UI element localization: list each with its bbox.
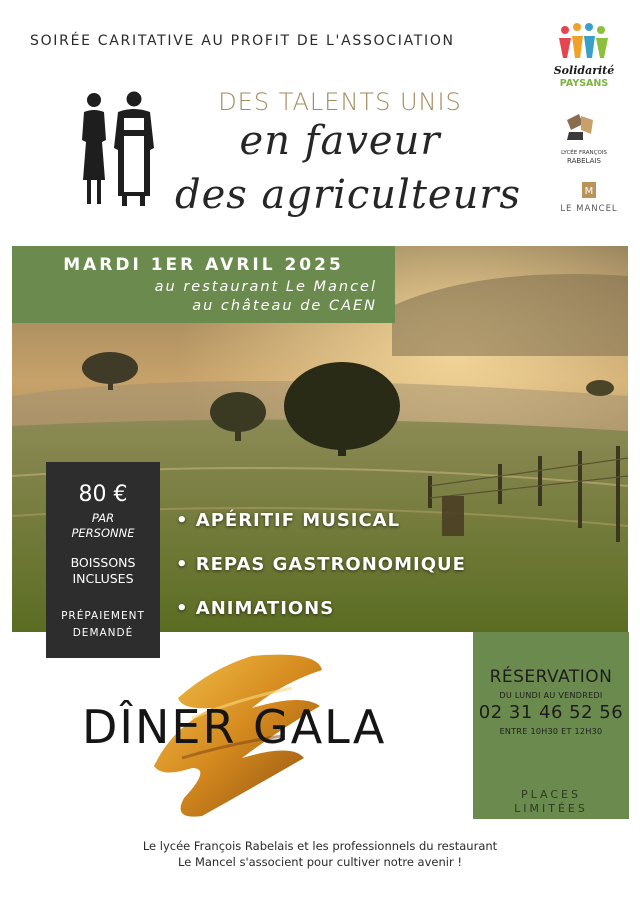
places-line-2: LIMITÉES (514, 802, 588, 815)
reservation-box (473, 632, 629, 785)
price-per-person (46, 511, 160, 541)
program-item: • APÉRITIF MUSICAL (176, 510, 401, 531)
event-venue: au restaurant Le Mancel (154, 279, 377, 295)
mancel-logo-mark: M (584, 186, 594, 197)
reservation-days: DU LUNDI AU VENDREDI (499, 691, 603, 700)
drinks-line-2: INCLUSES (72, 571, 134, 586)
date-banner (12, 246, 395, 323)
program-item: • ANIMATIONS (176, 598, 335, 619)
header-text: SOIRÉE CARITATIVE AU PROFIT DE L'ASSOCIATION (30, 33, 455, 49)
solidarite-paysans-logo (553, 22, 615, 98)
price-per-line-1: PAR (91, 511, 115, 525)
reservation-phone[interactable]: 02 31 46 52 56 (478, 702, 624, 723)
prepayment-required (46, 608, 160, 642)
footer-line-2: Le Mancel s'associent pour cultiver notre avenir ! (178, 855, 462, 869)
drinks-line-1: BOISSONS (70, 555, 136, 570)
program-item: • REPAS GASTRONOMIQUE (176, 554, 466, 575)
diner-gala-title: DÎNER GALA (82, 700, 387, 754)
limited-places-text (473, 788, 629, 816)
prepay-line-1: PRÉPAIEMENT (61, 610, 145, 622)
event-city: au château de CAEN (192, 298, 377, 314)
places-line-1: PLACES (521, 788, 581, 801)
event-date: MARDI 1ER AVRIL 2025 (63, 255, 344, 275)
title-script-line-1: en faveur (239, 118, 441, 164)
price-box (46, 462, 160, 658)
footer-text (0, 838, 640, 870)
price-per-line-2: PERSONNE (71, 526, 135, 540)
lycee-rabelais-logo (553, 110, 615, 172)
title-upper: DES TALENTS UNIS (218, 88, 462, 116)
solidarite-logo-text: Solidarité (553, 64, 615, 77)
footer-line-1: Le lycée François Rabelais et les professionnels du restaurant (142, 839, 498, 853)
drinks-included (46, 555, 160, 587)
le-mancel-logo (560, 180, 618, 220)
title-script-line-2: des agriculteurs (175, 172, 521, 218)
price-amount: 80 € (78, 482, 128, 507)
reservation-hours: ENTRE 10H30 ET 12H30 (499, 727, 603, 736)
paysans-logo-text: PAYSANS (559, 78, 609, 89)
mancel-logo-text: LE MANCEL (560, 204, 618, 214)
lycee-logo-text-1: LYCÉE FRANÇOIS (561, 150, 607, 156)
lycee-logo-text-2: RABELAIS (567, 157, 601, 165)
reservation-title: RÉSERVATION (489, 667, 613, 687)
limited-places-box (473, 785, 629, 819)
prepay-line-2: DEMANDÉ (72, 627, 134, 639)
couple-chefs-icon (72, 88, 162, 210)
